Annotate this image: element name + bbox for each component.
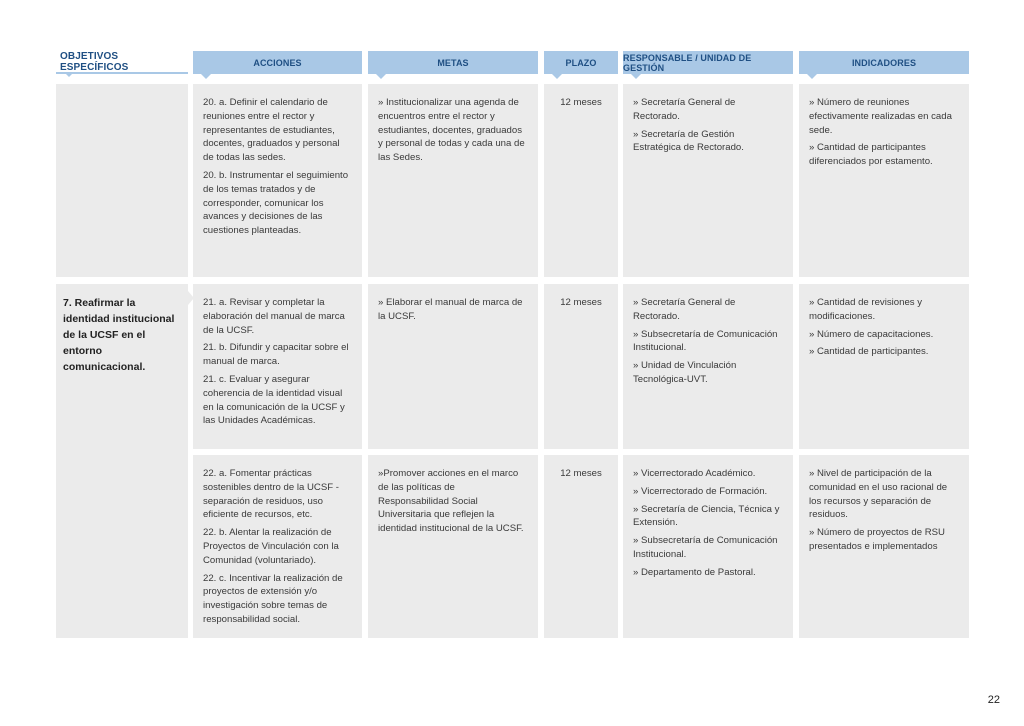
action-item: 20. b. Instrumentar el seguimiento de los temas tratados y de corresponder, comunicar los avances y decisiones de las cuestiones planteadas. xyxy=(203,169,349,237)
header-notch xyxy=(807,74,817,79)
indicador-item: » Cantidad de revisiones y modificaciones. xyxy=(809,297,923,322)
indicador-item: » Número de proyectos de RSU presentados e implementados xyxy=(809,527,945,552)
objective-cell-7 xyxy=(56,284,188,638)
row3-indicadores xyxy=(799,455,969,638)
meta-item: » Elaborar el manual de marca de la UCSF. xyxy=(378,297,523,322)
responsable-item: » Secretaría de Ciencia, Técnica y Extensión. xyxy=(633,503,780,529)
header-notch xyxy=(552,74,562,79)
row2-indicadores xyxy=(799,284,969,449)
row1-plazo xyxy=(544,84,618,277)
responsable-item: » Subsecretaría de Comunicación Institucional. xyxy=(633,328,778,354)
objective-cell-empty xyxy=(56,84,188,277)
plazo-value: 12 meses xyxy=(560,468,602,479)
header-plazo xyxy=(544,51,618,74)
action-item: 22. a. Fomentar prácticas sostenibles dentro de la UCSF - separación de residuos, uso eficiente de recursos, etc. xyxy=(203,468,339,521)
row1-metas xyxy=(368,84,538,277)
row3-responsable xyxy=(623,455,793,638)
action-item: 21. a. Revisar y completar la elaboración del manual de marca de la UCSF. xyxy=(203,297,345,336)
header-acciones xyxy=(193,51,362,74)
header-metas-label: METAS xyxy=(437,57,469,68)
indicador-item: » Nivel de participación de la comunidad en el uso racional de los recursos y separación de residuos. xyxy=(809,468,948,521)
row2-metas xyxy=(368,284,538,449)
header-metas xyxy=(368,51,538,74)
header-notch xyxy=(376,74,386,79)
header-notch xyxy=(631,74,641,79)
header-notch xyxy=(64,72,74,77)
row1-responsable xyxy=(623,84,793,277)
row3-plazo xyxy=(544,455,618,638)
indicador-item: » Número de capacitaciones. xyxy=(809,328,934,340)
header-plazo-label: PLAZO xyxy=(565,57,597,68)
action-item: 21. c. Evaluar y asegurar coherencia de la identidad visual en la comunicación de la UCSF y las Unidades Académicas. xyxy=(203,373,345,427)
header-objetivos xyxy=(56,51,188,74)
action-item: 22. b. Alentar la realización de Proyectos de Vinculación con la Comunidad (voluntariado). xyxy=(203,527,339,566)
header-responsable xyxy=(623,51,793,74)
row3-metas xyxy=(368,455,538,638)
responsable-item: » Departamento de Pastoral. xyxy=(633,566,756,578)
indicador-item: » Cantidad de participantes. xyxy=(809,346,929,358)
row1-acciones xyxy=(193,84,362,277)
responsable-item: » Subsecretaría de Comunicación Institucional. xyxy=(633,535,778,560)
indicador-item: » Número de reuniones efectivamente realizadas en cada sede. xyxy=(809,97,952,136)
meta-item: »Promover acciones en el marco de las políticas de Responsabilidad Social Universitaria que reflejen la identidad institucional de la UCSF. xyxy=(378,468,524,535)
row2-acciones xyxy=(193,284,362,449)
responsable-item: » Vicerrectorado de Formación. xyxy=(633,485,768,497)
action-item: 22. c. Incentivar la realización de proyectos de extensión y/o investigación sobre temas de responsabilidad social. xyxy=(203,572,343,625)
responsable-item: » Unidad de Vinculación Tecnológica-UVT. xyxy=(633,360,737,385)
responsable-item: » Secretaría de Gestión Estratégica de Rectorado. xyxy=(633,128,744,154)
row2-responsable xyxy=(623,284,793,449)
meta-item: » Institucionalizar una agenda de encuentros entre el rector y estudiantes, docentes, graduados y personal de todas y cada una de las Sedes. xyxy=(378,97,525,164)
header-responsable-label: RESPONSABLE / UNIDAD DE GESTIÓN xyxy=(623,52,752,73)
responsable-item: » Secretaría General de Rectorado. xyxy=(633,297,736,322)
header-indicadores xyxy=(799,51,969,74)
indicador-item: » Cantidad de participantes diferenciados por estamento. xyxy=(809,142,933,168)
row1-indicadores xyxy=(799,84,969,277)
row2-plazo xyxy=(544,284,618,449)
action-item: 21. b. Difundir y capacitar sobre el manual de marca. xyxy=(203,342,349,368)
objective-7-text: 7. Reafirmar la identidad institucional de la UCSF en el entorno comunicacional. xyxy=(63,297,175,373)
page-number: 22 xyxy=(987,694,1000,706)
plazo-value: 12 meses xyxy=(560,97,602,108)
header-notch xyxy=(201,74,211,79)
action-item: 20. a. Definir el calendario de reuniones entre el rector y representantes de estudiantes, docentes, graduados y personal de todas las sedes. xyxy=(203,97,340,164)
plazo-value: 12 meses xyxy=(560,297,602,308)
responsable-item: » Secretaría General de Rectorado. xyxy=(633,97,736,122)
header-objetivos-label: OBJETIVOS ESPECÍFICOS xyxy=(60,50,129,73)
header-indicadores-label: INDICADORES xyxy=(851,57,917,68)
row3-acciones xyxy=(193,455,362,638)
header-acciones-label: ACCIONES xyxy=(253,57,302,68)
responsable-item: » Vicerrectorado Académico. xyxy=(633,468,756,479)
